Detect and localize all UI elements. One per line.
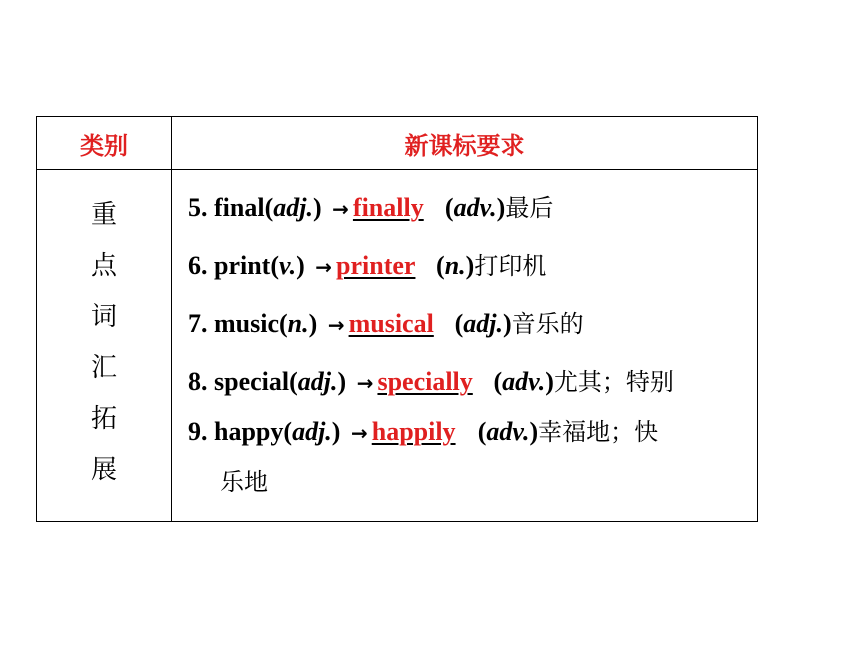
header-category: 类别 [37,117,172,170]
vocab-item-continuation [188,462,757,508]
category-char: 点 [90,251,117,281]
base-word: final [214,193,265,222]
arrow-icon: → [350,421,368,445]
vocabulary-table [36,116,758,522]
category-char: 展 [90,455,117,485]
base-word: happy [214,417,284,446]
arrow-icon: → [327,313,345,337]
arrow-icon: → [332,197,349,221]
header-requirement: 新课标要求 [172,117,758,170]
answer-blank: musical [348,309,434,338]
answer-blank: printer [336,251,416,280]
meaning: 尤其；特别 [553,368,674,396]
category-char: 拓 [90,404,117,434]
category-char: 词 [90,302,117,332]
base-word: special [214,367,290,396]
category-char: 汇 [90,353,117,383]
vocab-item: 9. happy(adj.) → happily (adv.)幸福地；快 [188,412,757,462]
base-word: print [214,251,271,280]
vocab-item: 7. music(n.) → musical (adj.)音乐的 [188,304,757,362]
base-word: music [214,309,279,338]
meaning-continuation: 乐地 [220,468,268,496]
category-cell [37,170,172,522]
answer-blank: specially [377,367,473,396]
content-cell [172,170,758,522]
meaning: 最后 [505,194,554,222]
arrow-icon: → [356,371,374,395]
answer-blank: happily [371,417,456,446]
vocab-item: 5. final(adj.) → finally (adv.)最后 [188,188,757,246]
answer-blank: finally [352,193,424,222]
meaning: 打印机 [474,252,547,280]
vocab-item: 6. print(v.) → printer (n.)打印机 [188,246,757,304]
meaning: 幸福地；快 [538,418,659,446]
arrow-icon: → [315,255,333,279]
vocab-item: 8. special(adj.) → specially (adv.)尤其；特别 [188,362,757,412]
category-char: 重 [90,200,117,230]
meaning: 音乐的 [511,310,584,338]
